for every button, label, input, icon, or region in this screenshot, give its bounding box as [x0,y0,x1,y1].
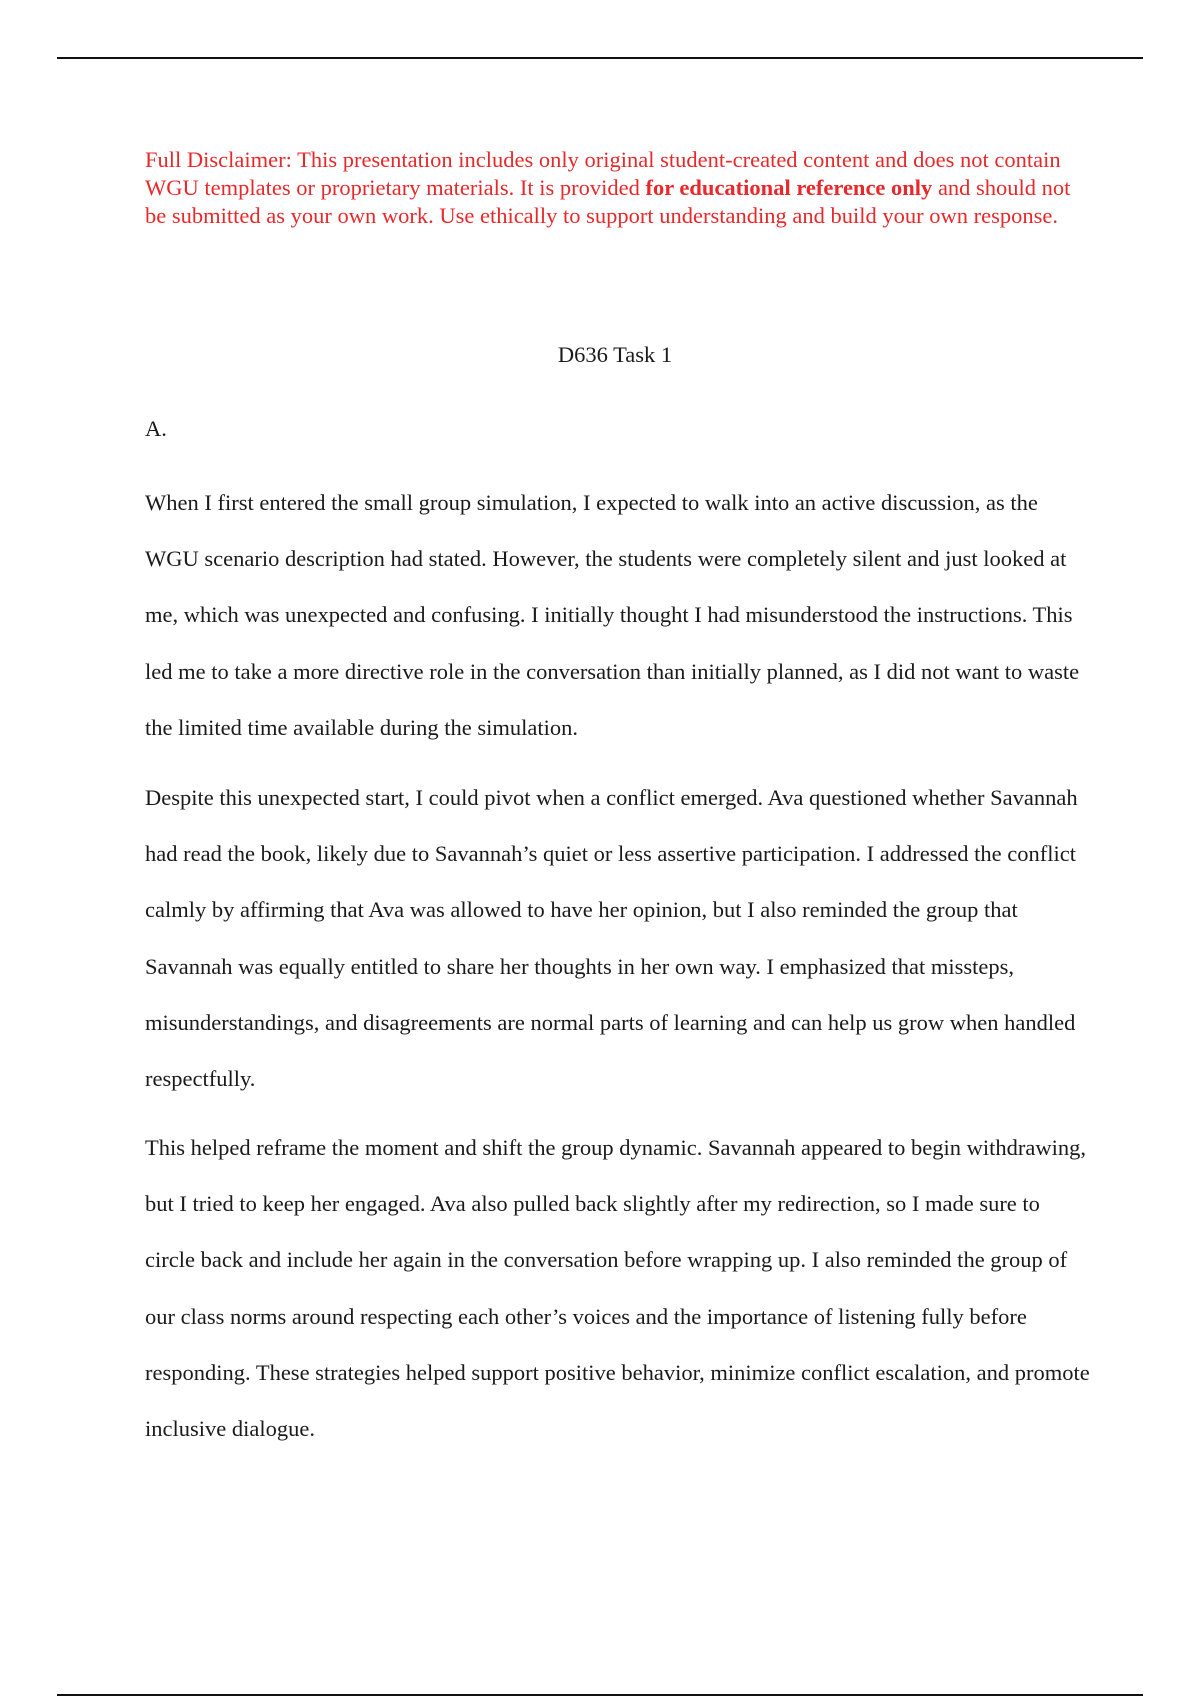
section-label: A. [145,416,167,441]
document-title: D636 Task 1 [557,342,673,367]
page-bottom-rule [57,1694,1143,1696]
paragraph-3: This helped reframe the moment and shift the group dynamic. Savannah appeared to begin withdrawing, but I tried to keep her engaged. Ava also pulled back slightly after my redirection, so I made sure to circle back and include her again in the conversation before wrapping up. I also reminded the group of our class norms around respecting each other’s voices and the importance of listening fully before responding. These strategies helped support positive behavior, minimize conflict escalation, and promote inclusive dialogue. [145,1135,1090,1442]
paragraph-1: When I first entered the small group simulation, I expected to walk into an active discussion, as the WGU scenario description had stated. However, the students were completely silent and just looked at me, which was unexpected and confusing. I initially thought I had misunderstood the instructions. This led me to take a more directive role in the conversation than initially planned, as I did not want to waste the limited time available during the simulation. [145,490,1080,740]
paragraph-2: Despite this unexpected start, I could pivot when a conflict emerged. Ava questioned whether Savannah had read the book, likely due to Savannah’s quiet or less assertive participation. I addressed the conflict calmly by affirming that Ava was allowed to have her opinion, but I also reminded the group that Savannah was equally entitled to share her thoughts in her own way. I emphasized that missteps, misunderstandings, and disagreements are normal parts of learning and can help us grow when handled respectfully. [145,785,1078,1092]
page-top-rule [57,57,1143,59]
disclaimer-text: Full Disclaimer: This presentation includes only original student-created content and does not contain WGU templates or proprietary materials. It is provided [145,147,1061,200]
disclaimer-bold-text: for educational reference only [645,175,933,200]
disclaimer-text-end: and should not be submitted as your own work. Use ethically to support understanding and build your own response. [145,175,1071,228]
disclaimer [145,146,1090,230]
